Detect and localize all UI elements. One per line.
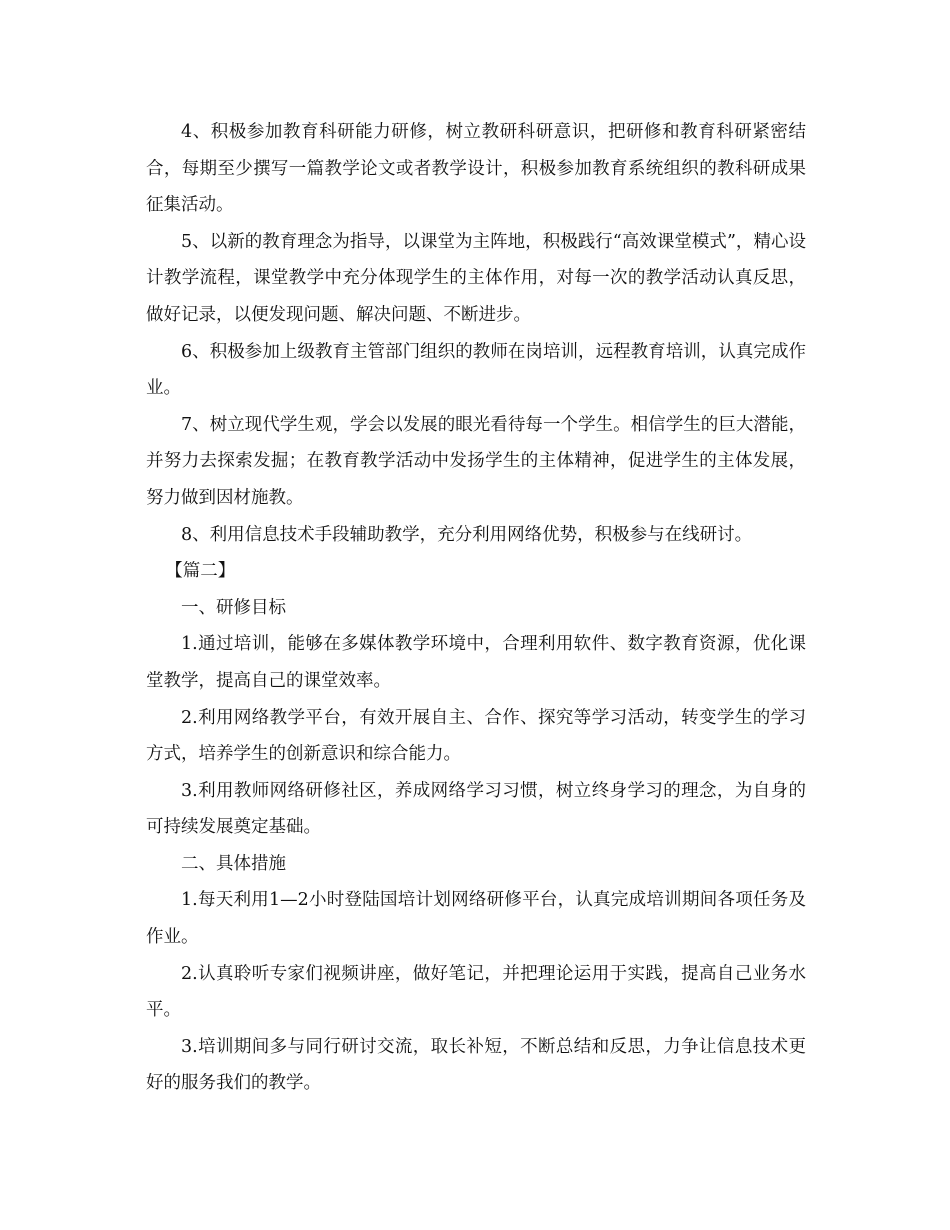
goal-item-1: 1.通过培训，能够在多媒体教学环境中，合理利用软件、数字教育资源，优化课堂教学，提高自己的课堂效率。	[146, 634, 806, 691]
goal-item-3: 3.利用教师网络研修社区，养成网络学习习惯，树立终身学习的理念，为自身的可持续发展奠定基础。	[146, 780, 806, 838]
paragraph-item-7: 7、树立现代学生观，学会以发展的眼光看待每一个学生。相信学生的巨大潜能，并努力去探索发掘；在教育教学活动中发扬学生的主体精神，促进学生的主体发展，努力做到因材施教。	[146, 414, 806, 508]
measure-item-3: 3.培训期间多与同行研讨交流，取长补短，不断总结和反思，力争让信息技术更好的服务我们的教学。	[146, 1036, 806, 1094]
paragraph-item-4: 4、积极参加教育科研能力研修，树立教研科研意识，把研修和教育科研紧密结合，每期至少撰写一篇教学论文或者教学设计，积极参加教育系统组织的教科研成果征集活动。	[146, 122, 806, 216]
paragraph-item-8: 8、利用信息技术手段辅助教学，充分利用网络优势，积极参与在线研讨。	[181, 524, 753, 545]
paragraph-item-6: 6、积极参加上级教育主管部门组织的教师在岗培训，远程教育培训，认真完成作业。	[146, 341, 806, 399]
section-heading-measures: 二、具体措施	[181, 853, 286, 874]
goal-item-2: 2.利用网络教学平台，有效开展自主、合作、探究等学习活动，转变学生的学习方式，培养学生的创新意识和综合能力。	[146, 707, 806, 765]
paragraph-item-5: 5、以新的教育理念为指导，以课堂为主阵地，积极践行“高效课堂模式”，精心设计教学流程，课堂教学中充分体现学生的主体作用，对每一次的教学活动认真反思，做好记录，以便发现问题、解决问题、不断进步。	[146, 231, 806, 325]
section-heading-goals: 一、研修目标	[181, 597, 286, 618]
document-body	[146, 114, 806, 1102]
section-heading-part-two: 【篇二】	[165, 561, 236, 582]
measure-item-2: 2.认真聆听专家们视频讲座，做好笔记，并把理论运用于实践，提高自己业务水平。	[146, 963, 806, 1021]
measure-item-1: 1.每天利用1—2小时登陆国培计划网络研修平台，认真完成培训期间各项任务及作业。	[146, 890, 806, 948]
